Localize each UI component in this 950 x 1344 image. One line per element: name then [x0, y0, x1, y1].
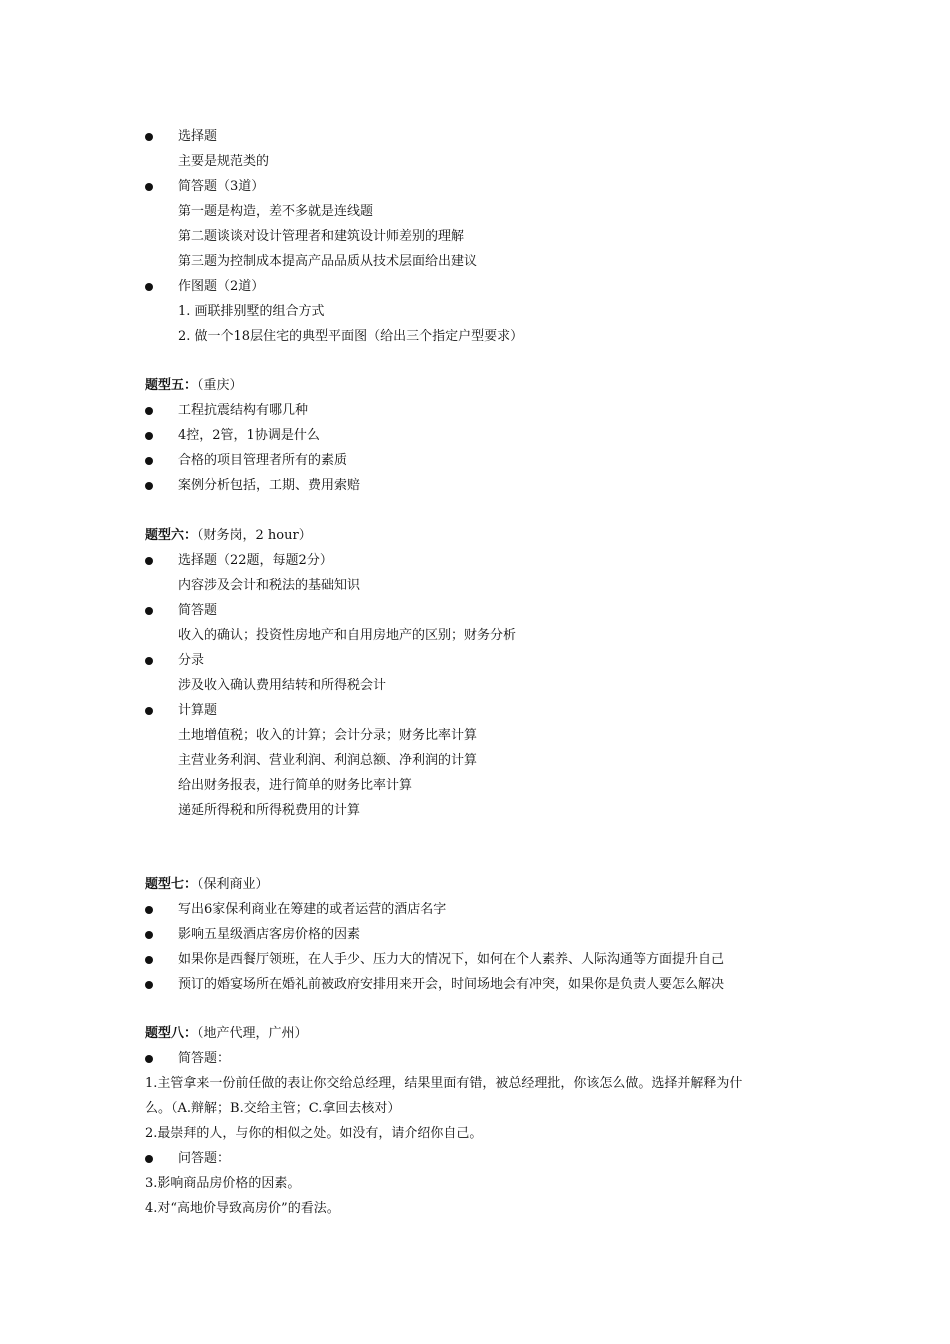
bullet-icon: [145, 1055, 153, 1063]
list-item-text: 作图题（2道）: [178, 279, 265, 294]
section-title: 题型五：: [145, 378, 198, 393]
list-item-text: 选择题: [178, 129, 218, 144]
list-item-text: 合格的项目管理者所有的素质: [178, 453, 348, 468]
question-text: 3.影响商品房价格的因素。: [145, 1176, 301, 1191]
section-note: （保利商业）: [197, 877, 269, 892]
bullet-icon: [145, 432, 153, 440]
question-text: 2.最崇拜的人，与你的相似之处。如没有，请介绍你自己。: [145, 1126, 483, 1141]
section-heading: [145, 527, 312, 545]
numbered-item-text: 2. 做一个18层住宅的典型平面图（给出三个指定户型要求）: [178, 329, 524, 344]
bullet-icon: [145, 457, 153, 465]
sub-item-text: 第一题是构造，差不多就是连线题: [178, 204, 374, 219]
list-item-text: 预订的婚宴场所在婚礼前被政府安排用来开会，时间场地会有冲突，如果你是负责人要怎么解决: [178, 977, 725, 992]
bullet-icon: [145, 607, 153, 615]
question-text: 4.对“高地价导致高房价”的看法。: [145, 1201, 340, 1216]
list-item-text: 选择题（22题，每题2分）: [178, 553, 333, 568]
sub-item-text: 第二题谈谈对设计管理者和建筑设计师差别的理解: [178, 229, 465, 244]
sub-item-text: 第三题为控制成本提高产品品质从技术层面给出建议: [178, 254, 478, 269]
sub-item-text: 土地增值税；收入的计算；会计分录；财务比率计算: [178, 728, 478, 743]
bullet-icon: [145, 407, 153, 415]
bullet-icon: [145, 931, 153, 939]
bullet-icon: [145, 183, 153, 191]
section-note: （财务岗，2 hour）: [197, 528, 312, 543]
list-item-text: 工程抗震结构有哪几种: [178, 403, 309, 418]
sub-item-text: 递延所得税和所得税费用的计算: [178, 803, 361, 818]
question-text: 1.主管拿来一份前任做的表让你交给总经理，结果里面有错，被总经理批，你该怎么做。选择并解释为什: [145, 1076, 743, 1091]
question-text: 么。（A.辩解；B.交给主管；C.拿回去核对）: [145, 1101, 401, 1116]
section-note: （重庆）: [197, 378, 243, 393]
list-item-text: 案例分析包括，工期、费用索赔: [178, 478, 361, 493]
sub-item-text: 主营业务利润、营业利润、利润总额、净利润的计算: [178, 753, 478, 768]
sub-item-text: 涉及收入确认费用结转和所得税会计: [178, 678, 387, 693]
bullet-icon: [145, 956, 153, 964]
numbered-item-text: 1. 画联排别墅的组合方式: [178, 304, 325, 319]
section-title: 题型七：: [145, 877, 198, 892]
bullet-icon: [145, 482, 153, 490]
section-heading: [145, 876, 269, 894]
bullet-icon: [145, 657, 153, 665]
section-title: 题型六：: [145, 528, 198, 543]
list-item-text: 计算题: [178, 703, 218, 718]
list-item-text: 问答题：: [178, 1151, 231, 1166]
section-heading: [145, 1025, 308, 1043]
section-title: 题型八：: [145, 1026, 198, 1041]
bullet-icon: [145, 906, 153, 914]
section-heading: [145, 377, 243, 395]
sub-item-text: 收入的确认；投资性房地产和自用房地产的区别；财务分析: [178, 628, 517, 643]
list-item-text: 简答题: [178, 603, 218, 618]
sub-item-text: 主要是规范类的: [178, 154, 270, 169]
list-item-text: 写出6家保利商业在筹建的或者运营的酒店名字: [178, 902, 447, 917]
list-item-text: 简答题：: [178, 1051, 231, 1066]
list-item-text: 如果你是西餐厅领班，在人手少、压力大的情况下，如何在个人素养、人际沟通等方面提升自己: [178, 952, 725, 967]
list-item-text: 4控，2管，1协调是什么: [178, 428, 320, 443]
sub-item-text: 给出财务报表，进行简单的财务比率计算: [178, 778, 413, 793]
bullet-icon: [145, 557, 153, 565]
section-note: （地产代理，广州）: [197, 1026, 308, 1041]
list-item-text: 简答题（3道）: [178, 179, 265, 194]
list-item-text: 影响五星级酒店客房价格的因素: [178, 927, 361, 942]
bullet-icon: [145, 283, 153, 291]
bullet-icon: [145, 133, 153, 141]
bullet-icon: [145, 1155, 153, 1163]
bullet-icon: [145, 981, 153, 989]
bullet-icon: [145, 707, 153, 715]
list-item-text: 分录: [178, 653, 205, 668]
sub-item-text: 内容涉及会计和税法的基础知识: [178, 578, 361, 593]
